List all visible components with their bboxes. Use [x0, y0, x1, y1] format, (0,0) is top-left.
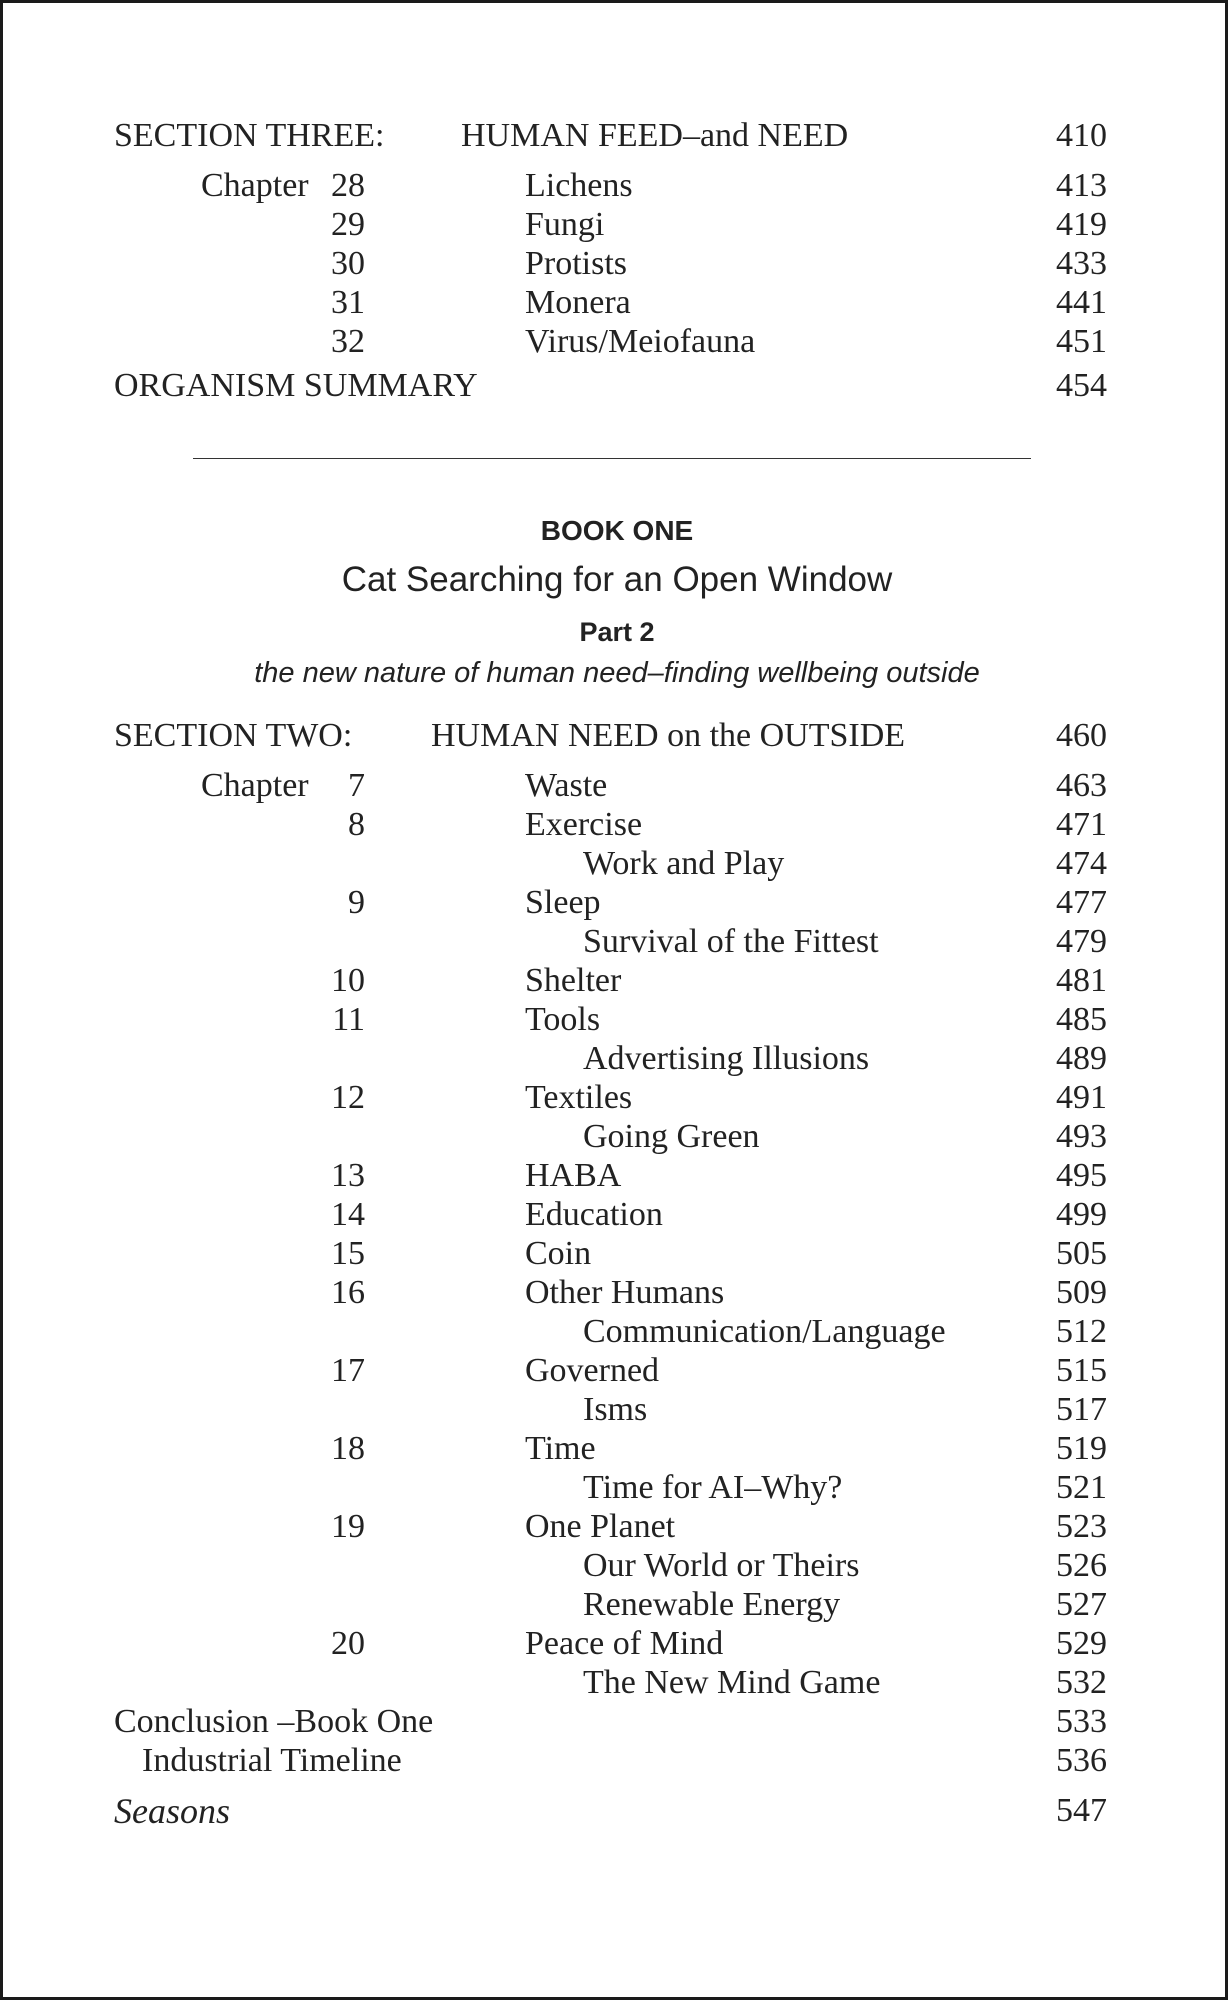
page-number: 517 [1056, 1391, 1107, 1428]
page-number: 477 [1056, 884, 1107, 921]
page-number: 495 [1056, 1157, 1107, 1194]
chapter-number: 18 [331, 1430, 365, 1467]
page-number: 519 [1056, 1430, 1107, 1467]
seasons-label: Seasons [114, 1791, 230, 1831]
page-number: 523 [1056, 1508, 1107, 1545]
subsection-title: Advertising Illusions [583, 1040, 870, 1077]
page-number: 485 [1056, 1001, 1107, 1038]
chapter-number: 7 [348, 767, 365, 804]
chapter-title: Other Humans [525, 1274, 725, 1311]
toc-row [3, 1156, 1228, 1196]
page-number: 521 [1056, 1469, 1107, 1506]
chapter-title: Fungi [525, 206, 605, 243]
page-number: 454 [1056, 367, 1107, 404]
toc-row [3, 961, 1228, 1001]
page-number: 526 [1056, 1547, 1107, 1584]
section-two-label: SECTION TWO: [114, 717, 353, 754]
toc-subrow [3, 1468, 1228, 1508]
page-number: 419 [1056, 206, 1107, 243]
book-heading: BOOK ONE [540, 515, 694, 546]
chapter-word: Chapter [201, 767, 309, 804]
page-number: 479 [1056, 923, 1107, 960]
chapter-number: 9 [348, 884, 365, 921]
section-three-title: HUMAN FEED–and NEED [461, 117, 849, 154]
chapter-title: Lichens [525, 167, 633, 204]
toc-row [3, 322, 1228, 362]
toc-row [3, 805, 1228, 845]
chapter-title: Protists [525, 245, 628, 282]
chapter-number: 31 [331, 284, 365, 321]
book-subtitle: Cat Searching for an Open Window [341, 560, 893, 599]
toc-row [3, 1351, 1228, 1391]
section-three-label: SECTION THREE: [114, 117, 385, 154]
subsection-title: Going Green [583, 1118, 760, 1155]
subsection-title: Communication/Language [583, 1313, 946, 1350]
chapter-title: Monera [525, 284, 631, 321]
toc-row [3, 1273, 1228, 1313]
page-number: 433 [1056, 245, 1107, 282]
toc-subrow [3, 1663, 1228, 1703]
subsection-title: Survival of the Fittest [583, 923, 879, 960]
page-number: 505 [1056, 1235, 1107, 1272]
chapter-number: 20 [331, 1625, 365, 1662]
page-number: 491 [1056, 1079, 1107, 1116]
chapter-word: Chapter [201, 167, 309, 204]
section-two-heading [3, 716, 1228, 756]
chapter-number: 8 [348, 806, 365, 843]
toc-subrow [3, 1390, 1228, 1430]
organism-summary-row [3, 366, 1228, 406]
chapter-title: Shelter [525, 962, 622, 999]
page-number: 509 [1056, 1274, 1107, 1311]
toc-subrow [3, 922, 1228, 962]
page-number: 533 [1056, 1703, 1107, 1740]
subsection-title: The New Mind Game [583, 1664, 881, 1701]
subsection-title: Renewable Energy [583, 1586, 841, 1623]
toc-subrow [3, 1039, 1228, 1079]
toc-row [3, 244, 1228, 284]
page-number: 527 [1056, 1586, 1107, 1623]
timeline-row [3, 1741, 1228, 1781]
chapter-number: 28 [331, 167, 365, 204]
part-tagline: the new nature of human need–finding wellbeing outside [254, 657, 980, 689]
toc-row [3, 1078, 1228, 1118]
chapter-title: Textiles [525, 1079, 633, 1116]
chapter-number: 14 [331, 1196, 365, 1233]
chapter-title: Sleep [525, 884, 601, 921]
seasons-row [3, 1791, 1228, 1831]
chapter-title: Time [525, 1430, 596, 1467]
chapter-title: Coin [525, 1235, 592, 1272]
chapter-number: 19 [331, 1508, 365, 1545]
toc-subrow [3, 1117, 1228, 1157]
subsection-title: Our World or Theirs [583, 1547, 860, 1584]
chapter-title: Virus/Meiofauna [525, 323, 756, 360]
page-number: 451 [1056, 323, 1107, 360]
timeline-label: Industrial Timeline [142, 1742, 402, 1779]
toc-row [3, 766, 1228, 806]
page-number: 474 [1056, 845, 1107, 882]
chapter-title: Waste [525, 767, 608, 804]
toc-subrow [3, 1546, 1228, 1586]
subsection-title: Work and Play [583, 845, 785, 882]
toc-subrow [3, 844, 1228, 884]
section-three-heading [3, 116, 1228, 156]
chapter-number: 12 [331, 1079, 365, 1116]
page-number: 515 [1056, 1352, 1107, 1389]
page-number: 532 [1056, 1664, 1107, 1701]
page-number: 529 [1056, 1625, 1107, 1662]
organism-summary-label: ORGANISM SUMMARY [114, 367, 478, 404]
page-number: 481 [1056, 962, 1107, 999]
subsection-title: Time for AI–Why? [583, 1469, 843, 1506]
chapter-number: 17 [331, 1352, 365, 1389]
section-two-page: 460 [1056, 717, 1107, 754]
chapter-title: Tools [525, 1001, 601, 1038]
toc-row [3, 883, 1228, 923]
chapter-number: 10 [331, 962, 365, 999]
page-number: 471 [1056, 806, 1107, 843]
chapter-title: Education [525, 1196, 663, 1233]
page-number: 547 [1056, 1792, 1107, 1829]
part-heading: Part 2 [579, 617, 655, 647]
toc-row [3, 1234, 1228, 1274]
conclusion-row [3, 1702, 1228, 1742]
toc-row [3, 166, 1228, 206]
section-three-page: 410 [1056, 117, 1107, 154]
toc-row [3, 1000, 1228, 1040]
page-number: 441 [1056, 284, 1107, 321]
page-number: 493 [1056, 1118, 1107, 1155]
section-two-title: HUMAN NEED on the OUTSIDE [431, 717, 906, 754]
page-number: 413 [1056, 167, 1107, 204]
divider-rule [193, 458, 1031, 459]
chapter-title: Peace of Mind [525, 1625, 724, 1662]
toc-row [3, 1624, 1228, 1664]
chapter-number: 32 [331, 323, 365, 360]
chapter-title: Governed [525, 1352, 660, 1389]
chapter-number: 30 [331, 245, 365, 282]
toc-row [3, 283, 1228, 323]
chapter-title: HABA [525, 1157, 622, 1194]
chapter-number: 29 [331, 206, 365, 243]
chapter-number: 13 [331, 1157, 365, 1194]
toc-subrow [3, 1585, 1228, 1625]
page-number: 489 [1056, 1040, 1107, 1077]
chapter-number: 16 [331, 1274, 365, 1311]
chapter-title: Exercise [525, 806, 643, 843]
toc-row [3, 1507, 1228, 1547]
chapter-number: 11 [332, 1001, 365, 1038]
toc-row [3, 205, 1228, 245]
conclusion-label: Conclusion –Book One [114, 1703, 434, 1740]
subsection-title: Isms [583, 1391, 648, 1428]
page-number: 536 [1056, 1742, 1107, 1779]
toc-row [3, 1195, 1228, 1235]
toc-subrow [3, 1312, 1228, 1352]
page-number: 512 [1056, 1313, 1107, 1350]
page-number: 463 [1056, 767, 1107, 804]
chapter-title: One Planet [525, 1508, 676, 1545]
page-number: 499 [1056, 1196, 1107, 1233]
toc-row [3, 1429, 1228, 1469]
chapter-number: 15 [331, 1235, 365, 1272]
